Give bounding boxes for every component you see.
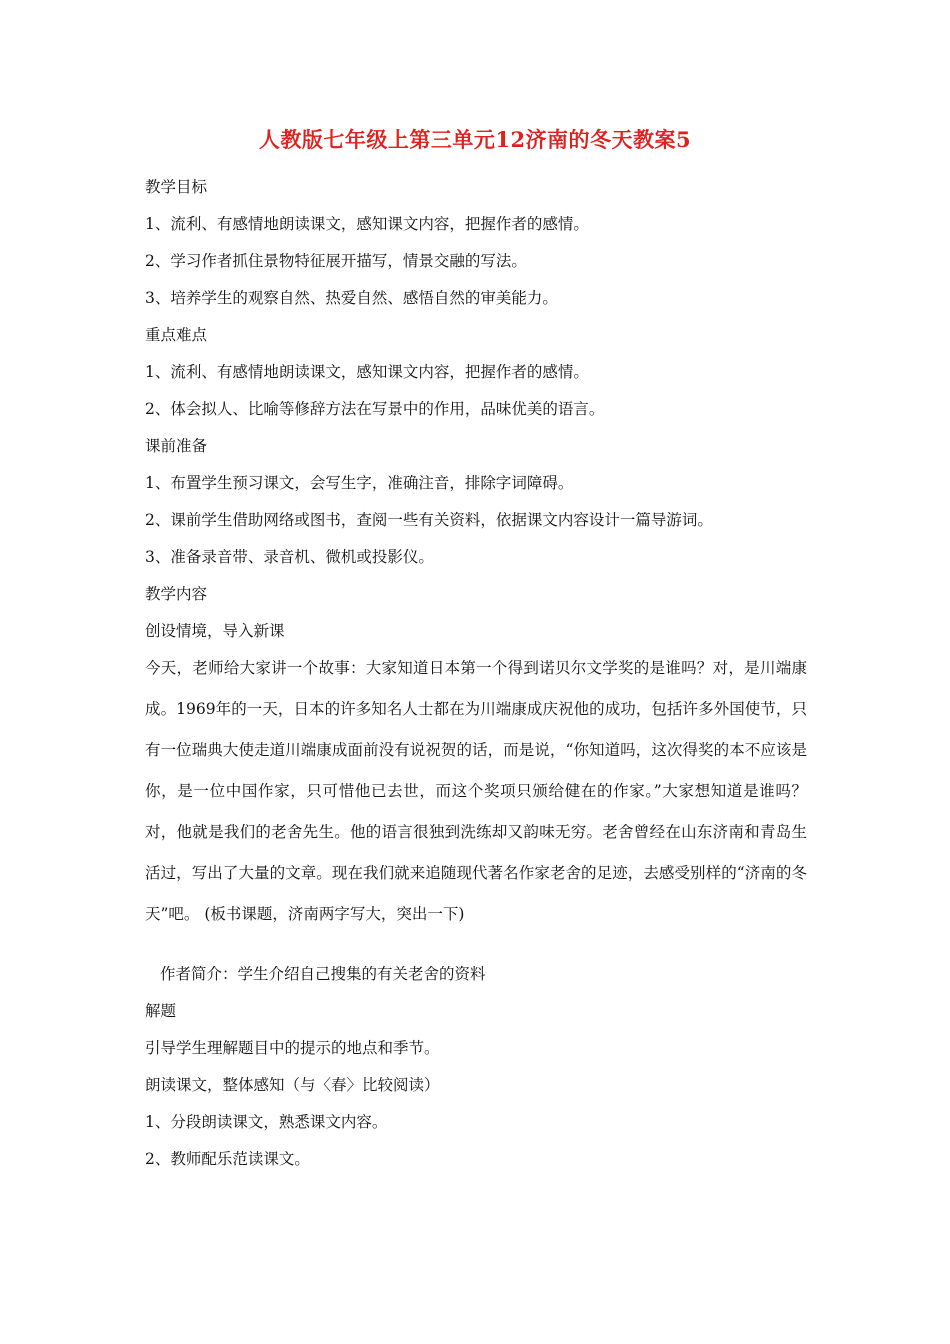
section-heading-title-analysis: 解题 (145, 1002, 177, 1020)
reading-step: 2、教师配乐范读课文。 (145, 1150, 310, 1168)
prep-item: 2、课前学生借助网络或图书，查阅一些有关资料，依据课文内容设计一篇导游词。 (145, 511, 713, 529)
section-heading-content: 教学内容 (145, 585, 208, 603)
key-point-item: 2、体会拟人、比喻等修辞方法在写景中的作用，品味优美的语言。 (145, 400, 605, 418)
section-heading-key-points: 重点难点 (145, 326, 208, 344)
title-analysis-text: 引导学生理解题目中的提示的地点和季节。 (145, 1039, 440, 1057)
section-heading-prep: 课前准备 (145, 437, 208, 455)
section-heading-goals: 教学目标 (145, 178, 208, 196)
reading-step: 1、分段朗读课文，熟悉课文内容。 (145, 1113, 388, 1131)
prep-item: 1、布置学生预习课文，会写生字，准确注音，排除字词障碍。 (145, 474, 574, 492)
goal-item: 1、流利、有感情地朗读课文，感知课文内容，把握作者的感情。 (145, 215, 589, 233)
document-title: 人教版七年级上第三单元12济南的冬天教案5 (258, 127, 692, 152)
goal-item: 2、学习作者抓住景物特征展开描写，情景交融的写法。 (145, 252, 527, 270)
goal-item: 3、培养学生的观察自然、热爱自然、感悟自然的审美能力。 (145, 289, 558, 307)
section-heading-reading: 朗读课文，整体感知（与〈春〉比较阅读） (145, 1076, 440, 1094)
key-point-item: 1、流利、有感情地朗读课文，感知课文内容，把握作者的感情。 (145, 363, 589, 381)
document-body (145, 174, 807, 1183)
author-intro: 作者简介：学生介绍自己搜集的有关老舍的资料 (160, 965, 486, 983)
intro-paragraph: 今天，老师给大家讲一个故事：大家知道日本第一个得到诺贝尔文学奖的是谁吗？对，是川端康成。1969年的一天，日本的许多知名人士都在为川端康成庆祝他的成功，包括许多外国使节，只有一位瑞典大使走道川端康成面前没有说祝贺的话，而是说，“你知道吗，这次得奖的本不应该是你，是一位中国作家，只可惜他已去世，而这个奖项只颁给健在的作家。”大家想知道是谁吗？对，他就是我们的老舍先生。他的语言很独到洗练却又韵味无穷。老舍曾经在山东济南和青岛生活过，写出了大量的文章。现在我们就来追随现代著名作家老舍的足迹，去感受别样的“济南的冬天”吧。 (板书课题，济南两字写大，突出一下) (145, 659, 807, 923)
section-heading-intro: 创设情境，导入新课 (145, 622, 285, 640)
prep-item: 3、准备录音带、录音机、微机或投影仪。 (145, 548, 434, 566)
